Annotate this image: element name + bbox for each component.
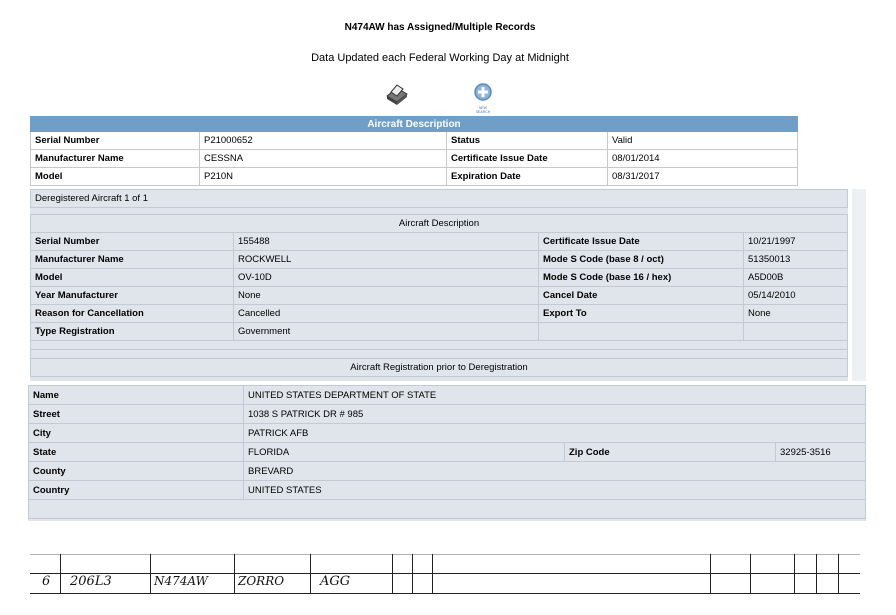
handwritten-registration: N474AW (154, 574, 208, 588)
column-rule (392, 554, 393, 594)
field-value: 08/01/2014 (608, 150, 798, 168)
field-value: A5D00B (744, 269, 848, 287)
field-value: ROCKWELL (234, 251, 539, 269)
field-label: State (29, 443, 244, 462)
field-value: None (234, 287, 539, 305)
table-row (31, 323, 848, 341)
field-label: Street (29, 405, 244, 424)
section-title: Aircraft Description (31, 117, 798, 132)
field-label: Type Registration (31, 323, 234, 341)
field-label (539, 323, 744, 341)
field-label: Expiration Date (447, 168, 608, 186)
table-row (29, 424, 866, 443)
column-rule (750, 554, 751, 594)
scrollbar[interactable] (852, 189, 866, 381)
section-title: Aircraft Registration prior to Deregistration (31, 359, 848, 377)
table-row (31, 269, 848, 287)
field-value: P21000652 (200, 132, 447, 150)
field-value: Cancelled (234, 305, 539, 323)
field-value: 155488 (234, 233, 539, 251)
field-label: Manufacturer Name (31, 251, 234, 269)
field-label: Country (29, 481, 244, 500)
field-value: Government (234, 323, 539, 341)
field-value: 10/21/1997 (744, 233, 848, 251)
new-search-icon[interactable] (472, 82, 494, 114)
column-rule (794, 554, 795, 594)
column-rule (838, 554, 839, 594)
field-value: FLORIDA (244, 443, 565, 462)
field-value: 51350013 (744, 251, 848, 269)
field-label: Certificate Issue Date (539, 233, 744, 251)
column-rule (150, 554, 151, 594)
field-label: Mode S Code (base 8 / oct) (539, 251, 744, 269)
field-value: UNITED STATES DEPARTMENT OF STATE (244, 386, 866, 405)
table-row (31, 233, 848, 251)
table-row (31, 168, 798, 186)
section-title: Aircraft Description (31, 215, 848, 233)
table-row (29, 481, 866, 500)
field-label: Model (31, 269, 234, 287)
current-aircraft-table (30, 116, 798, 186)
field-value: OV-10D (234, 269, 539, 287)
field-value: BREVARD (244, 462, 866, 481)
column-rule (412, 554, 413, 594)
field-value: CESSNA (200, 150, 447, 168)
field-label: City (29, 424, 244, 443)
table-row (31, 150, 798, 168)
field-label: Status (447, 132, 608, 150)
column-rule (432, 554, 433, 594)
field-value: P210N (200, 168, 447, 186)
field-value: 32925-3516 (776, 443, 866, 462)
table-row (29, 405, 866, 424)
handwritten-model: 206L3 (70, 574, 112, 589)
field-label: Cancel Date (539, 287, 744, 305)
field-value: 08/31/2017 (608, 168, 798, 186)
field-label: Manufacturer Name (31, 150, 200, 168)
field-label: County (29, 462, 244, 481)
printer-icon[interactable] (383, 82, 409, 111)
table-row (31, 305, 848, 323)
field-label: Certificate Issue Date (447, 150, 608, 168)
field-label: Year Manufacturer (31, 287, 234, 305)
table-row (31, 287, 848, 305)
table-row (29, 443, 866, 462)
column-rule (310, 554, 311, 594)
column-rule (60, 554, 61, 594)
handwritten-log-strip (30, 552, 860, 597)
column-rule (710, 554, 711, 594)
column-rule (816, 554, 817, 594)
field-value: 1038 S PATRICK DR # 985 (244, 405, 866, 424)
field-label: Serial Number (31, 233, 234, 251)
ruled-line (30, 593, 860, 594)
field-label: Zip Code (565, 443, 776, 462)
column-rule (234, 554, 235, 594)
ruled-line (30, 554, 860, 555)
field-value: UNITED STATES (244, 481, 866, 500)
field-label: Mode S Code (base 16 / hex) (539, 269, 744, 287)
field-label: Reason for Cancellation (31, 305, 234, 323)
table-row (31, 251, 848, 269)
page-subtitle: Data Updated each Federal Working Day at Midnight (311, 52, 569, 64)
deregistered-panel (30, 189, 848, 381)
field-value: None (744, 305, 848, 323)
field-value (744, 323, 848, 341)
table-row (31, 132, 798, 150)
registration-panel (28, 385, 866, 521)
field-label: Model (31, 168, 200, 186)
field-label: Name (29, 386, 244, 405)
handwritten-callsign: ZORRO (238, 574, 285, 588)
field-value: Valid (608, 132, 798, 150)
page-title: N474AW has Assigned/Multiple Records (344, 22, 536, 33)
handwritten-row-number: 6 (42, 574, 51, 589)
action-icons (0, 82, 880, 112)
field-label: Serial Number (31, 132, 200, 150)
registration-table (28, 385, 866, 519)
field-value: 05/14/2010 (744, 287, 848, 305)
field-label: Export To (539, 305, 744, 323)
field-value: PATRICK AFB (244, 424, 866, 443)
handwritten-operator: AGG (320, 574, 351, 589)
table-row (29, 386, 866, 405)
deregistered-table (30, 189, 848, 377)
table-row (29, 462, 866, 481)
new-search-caption: NEW SEARCH (475, 106, 491, 114)
dereg-banner: Deregistered Aircraft 1 of 1 (31, 190, 848, 208)
